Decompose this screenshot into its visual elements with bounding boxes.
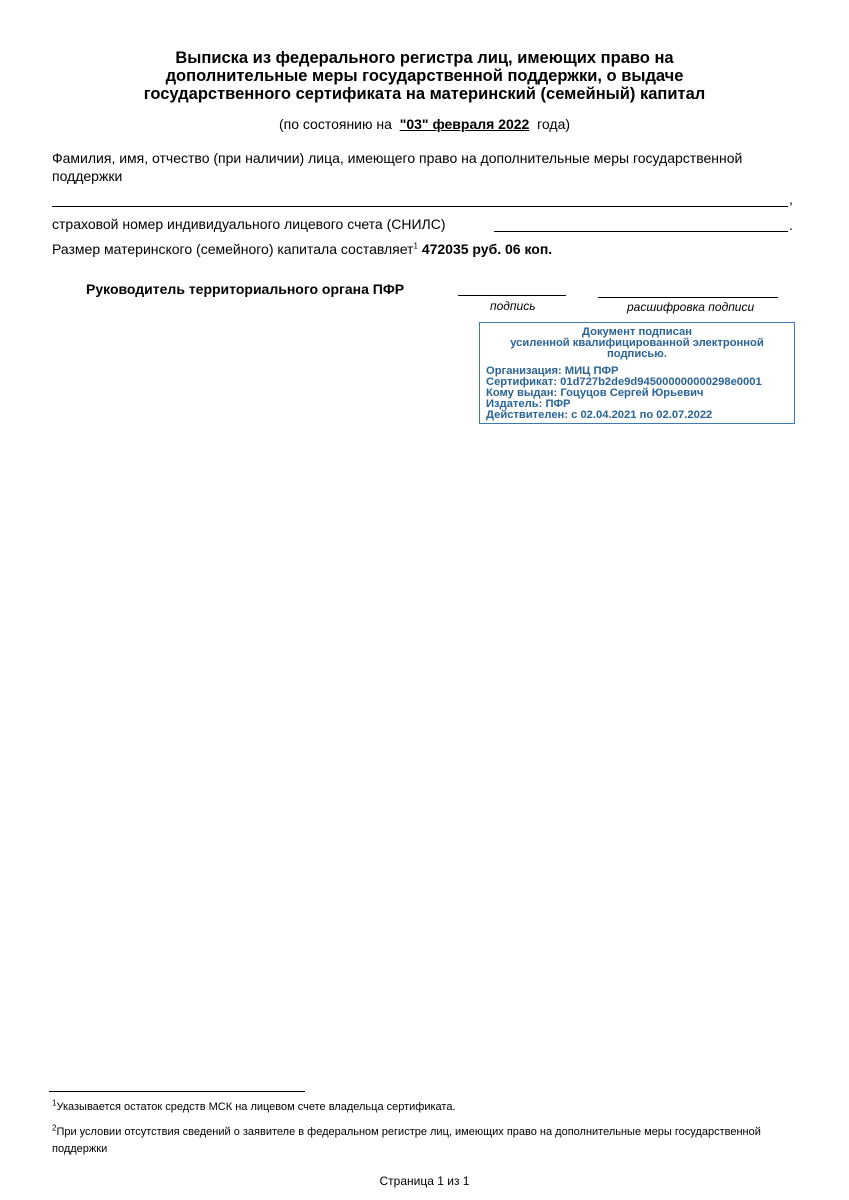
- fio-line-end: ,: [789, 191, 793, 207]
- page-number: Страница 1 из 1: [379, 1174, 470, 1188]
- snils-line-end: .: [789, 217, 793, 233]
- stamp-header-line-1: Документ подписан: [582, 326, 692, 338]
- footnote-1: [52, 1099, 802, 1116]
- document-title: [0, 49, 849, 103]
- capital-footnote-ref: 1: [413, 241, 418, 251]
- footnote-2-text: При условии отсутствия сведений о заявителе в федеральном регистре лиц, имеющих право на дополнительные меры государственной поддержки: [52, 1126, 761, 1155]
- title-line-3: государственного сертификата на материнский (семейный) капитал: [143, 85, 706, 103]
- as-of-suffix: года): [537, 116, 571, 132]
- signature-caption: подпись: [490, 299, 536, 313]
- as-of-line: [0, 116, 849, 132]
- stamp-header-line-2: усиленной квалифицированной электронной: [510, 337, 764, 350]
- title-line-2: дополнительные меры государственной поддержки, о выдаче: [165, 67, 684, 85]
- footnote-1-text: Указывается остаток средств МСК на лицевом счете владельца сертификата.: [56, 1101, 456, 1113]
- snils-label: страховой номер индивидуального лицевого счета (СНИЛС): [52, 216, 446, 232]
- capital-line: [52, 240, 552, 258]
- electronic-signature-stamp: [479, 322, 795, 424]
- decoding-line: [598, 297, 778, 298]
- signature-line: [458, 295, 566, 296]
- title-line-1: Выписка из федерального регистра лиц, имеющих право на: [175, 49, 674, 67]
- footnote-2-number: 2: [52, 1123, 57, 1133]
- fio-label: Фамилия, имя, отчество (при наличии) лица, имеющего право на дополнительные меры государственной поддержки: [52, 150, 743, 184]
- stamp-certificate: Сертификат: 01d727b2de9d945000000000298e0001: [486, 375, 762, 388]
- stamp-issuer: Издатель: ПФР: [486, 398, 571, 411]
- head-label: Руководитель территориального органа ПФР: [86, 281, 405, 297]
- capital-label: Размер материнского (семейного) капитала составляет: [52, 241, 414, 257]
- footnote-1-number: 1: [52, 1098, 57, 1108]
- stamp-issued-to: Кому выдан: Гоцуцов Сергей Юрьевич: [486, 387, 704, 400]
- capital-amount: 472035 руб. 06 коп.: [421, 241, 553, 257]
- footnote-separator: [49, 1091, 305, 1092]
- as-of-prefix: (по состоянию на: [278, 116, 392, 132]
- snils-blank-line: [494, 231, 788, 232]
- stamp-organization: Организация: МИЦ ПФР: [486, 364, 619, 377]
- fio-blank-line: [52, 206, 788, 207]
- as-of-date: "03" февраля 2022: [399, 116, 530, 132]
- footnote-2: [52, 1124, 804, 1158]
- stamp-header-line-3: подписью.: [607, 348, 667, 361]
- decoding-caption: расшифровка подписи: [627, 300, 755, 314]
- stamp-valid: Действителен: с 02.04.2021 по 02.07.2022: [486, 409, 713, 422]
